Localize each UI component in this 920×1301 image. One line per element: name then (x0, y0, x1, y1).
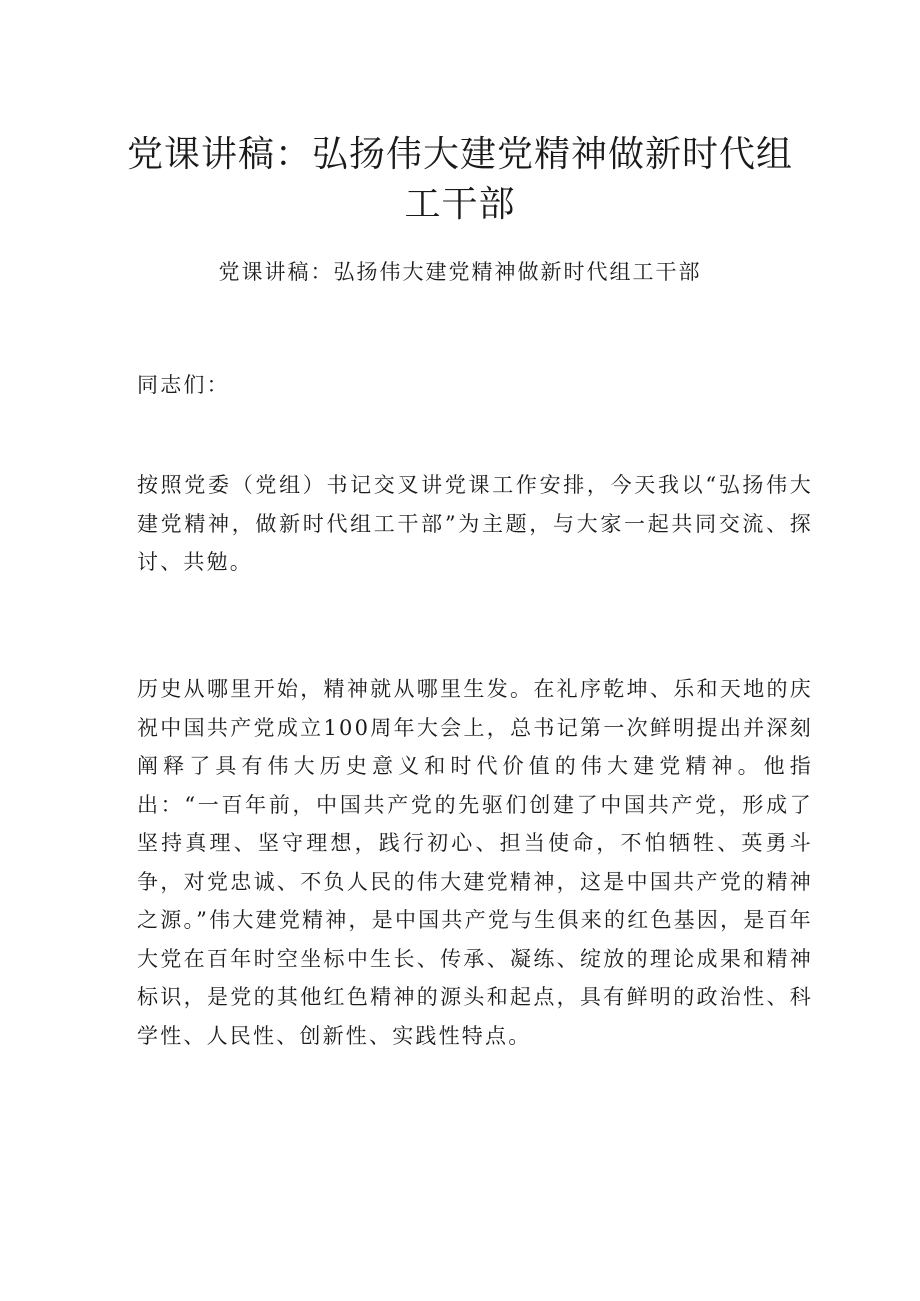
document-title: 党课讲稿：弘扬伟大建党精神做新时代组工干部 (126, 134, 793, 225)
history-paragraph: 历史从哪里开始，精神就从哪里生发。在礼序乾坤、乐和天地的庆祝中国共产党成立100周年大会上，总书记第一次鲜明提出并深刻阐释了具有伟大历史意义和时代价值的伟大建党精神。他指出：“一百年前，中国共产党的先驱们创建了中国共产党，形成了坚持真理、坚守理想，践行初心、担当使命，不怕牺牲、英勇斗争，对党忠诚、不负人民的伟大建党精神，这是中国共产党的精神之源。”伟大建党精神，是中国共产党与生俱来的红色基因，是百年大党在百年时空坐标中生长、传承、凝练、绽放的理论成果和精神标识，是党的其他红色精神的源头和起点，具有鲜明的政治性、科学性、人民性、创新性、实践性特点。 (137, 677, 813, 1048)
document-subtitle: 党课讲稿：弘扬伟大建党精神做新时代组工干部 (218, 260, 702, 284)
greeting-paragraph: 同志们： (137, 373, 230, 397)
intro-paragraph: 按照党委（党组）书记交叉讲党课工作安排，今天我以“弘扬伟大建党精神，做新时代组工干部”为主题，与大家一起共同交流、探讨、共勉。 (137, 473, 813, 574)
